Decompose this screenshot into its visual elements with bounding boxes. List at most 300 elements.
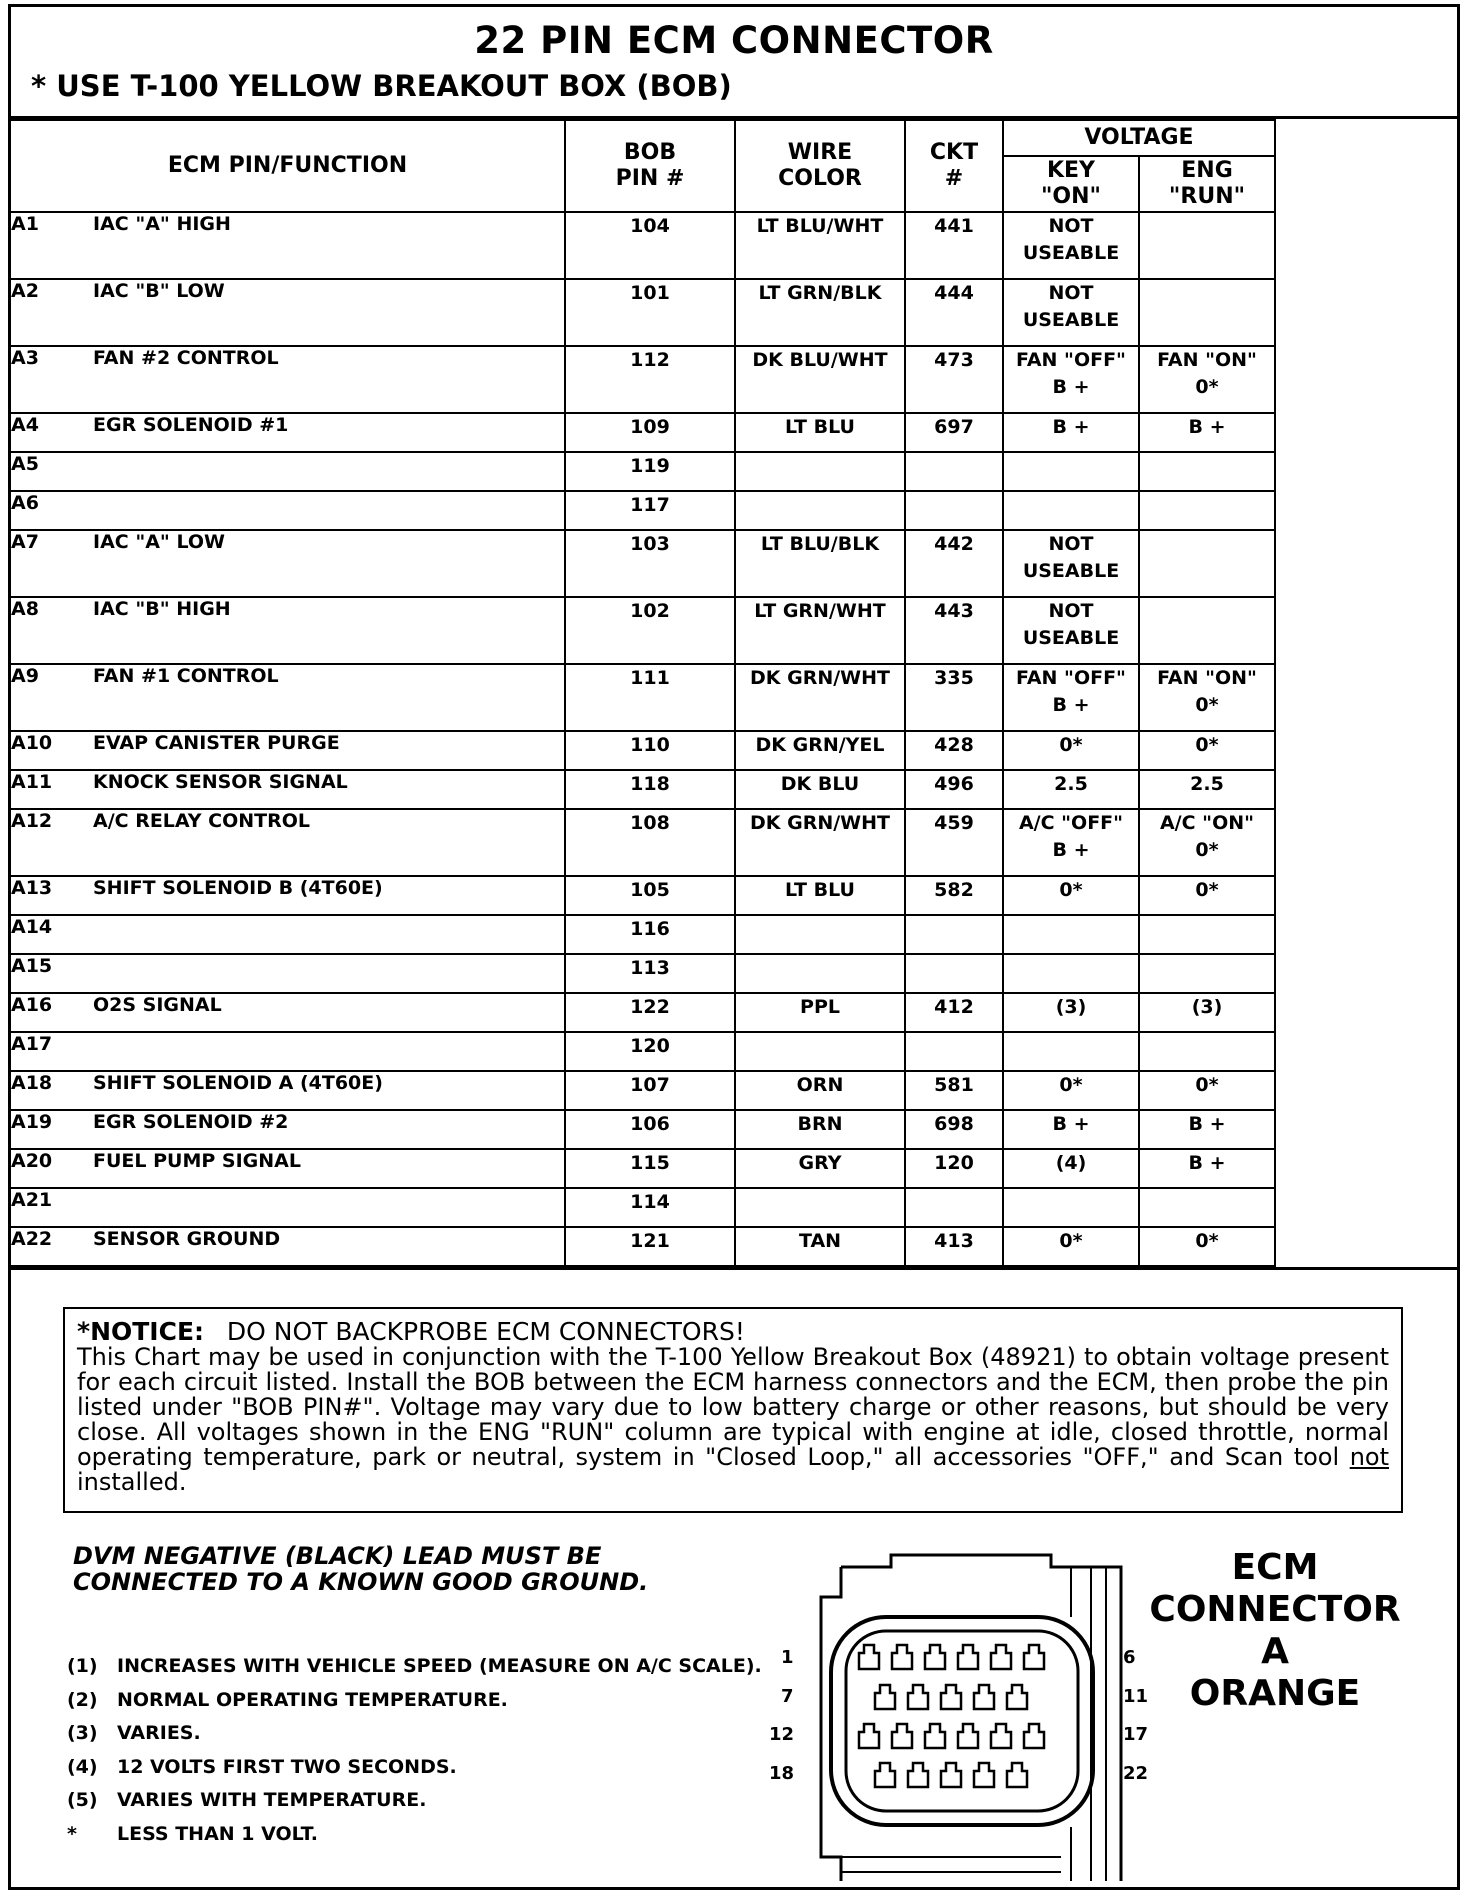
bob-pin: 116 [565,915,735,954]
voltage-key-on [1003,954,1139,993]
connector-pin [859,1645,879,1669]
blank-cell [1275,1032,1457,1071]
pin-number: A4 [11,413,93,452]
pin-function [93,1032,565,1071]
pin-number: A19 [11,1110,93,1149]
header-eng-run: ENG "RUN" [1139,156,1275,212]
pin-number: A17 [11,1032,93,1071]
connector-pin [1024,1645,1044,1669]
pin-function: EGR SOLENOID #2 [93,1110,565,1149]
footnote-text: 12 VOLTS FIRST TWO SECONDS. [117,1755,457,1778]
connector-title-line-3: ORANGE [1189,1673,1361,1714]
voltage-key-on [1003,1032,1139,1071]
footnote [67,1722,201,1744]
circuit-number: 412 [905,993,1003,1032]
bob-pin: 112 [565,346,735,413]
wire-color: DK GRN/WHT [735,809,905,876]
header-bob-pin: BOB PIN # [565,120,735,212]
wire-color: LT BLU [735,413,905,452]
notice-body-end: installed. [77,1468,187,1496]
pin-function [93,1188,565,1227]
bob-pin: 121 [565,1227,735,1266]
connector-title [1135,1547,1415,1715]
section-divider [11,1267,1457,1270]
voltage-value: (3) [1191,996,1223,1018]
voltage-eng-run [1139,954,1275,993]
voltage-eng-run [1139,413,1275,452]
circuit-number: 335 [905,664,1003,731]
circuit-number: 441 [905,212,1003,279]
pin-function: IAC "A" LOW [93,530,565,597]
circuit-number [905,1188,1003,1227]
voltage-eng-run [1139,279,1275,346]
connector-pin [892,1724,912,1748]
bob-pin: 113 [565,954,735,993]
pin-number: A18 [11,1071,93,1110]
bob-pin: 107 [565,1071,735,1110]
footnote [67,1689,508,1711]
connector-pin-label-left: 12 [769,1724,795,1745]
header-pin-function: ECM PIN/FUNCTION [11,120,565,212]
circuit-number [905,1032,1003,1071]
circuit-number: 442 [905,530,1003,597]
voltage-value: 0* [1195,1074,1219,1096]
pin-table [11,119,1457,1267]
wire-color: BRN [735,1110,905,1149]
pin-function [93,915,565,954]
voltage-key-on [1003,491,1139,530]
voltage-eng-run [1139,1071,1275,1110]
voltage-key-on [1003,413,1139,452]
dvm-note-line-2: CONNECTED TO A KNOWN GOOD GROUND. [73,1568,649,1596]
table-row [11,212,1457,279]
wire-color [735,452,905,491]
blank-cell [1275,413,1457,452]
circuit-number [905,452,1003,491]
voltage-key-on [1003,731,1139,770]
wire-color: DK BLU/WHT [735,346,905,413]
blank-cell [1275,1110,1457,1149]
voltage-value: 0* [1059,734,1083,756]
voltage-eng-run [1139,530,1275,597]
blank-cell [1275,954,1457,993]
voltage-eng-run [1139,1110,1275,1149]
voltage-value: B + [1188,1113,1226,1135]
wire-color: GRY [735,1149,905,1188]
footnote [67,1756,457,1778]
bob-pin: 114 [565,1188,735,1227]
connector-pin-label-left: 18 [769,1763,795,1784]
header-wire-color: WIRE COLOR [735,120,905,212]
pin-number: A15 [11,954,93,993]
voltage-value: FAN "ON" [1157,667,1257,689]
circuit-number: 120 [905,1149,1003,1188]
table-row [11,413,1457,452]
pin-function: FAN #2 CONTROL [93,346,565,413]
bob-pin: 120 [565,1032,735,1071]
connector-pin [925,1645,945,1669]
blank-cell [1275,915,1457,954]
footnote-text: NORMAL OPERATING TEMPERATURE. [117,1688,508,1711]
voltage-key-on [1003,1188,1139,1227]
table-row [11,915,1457,954]
voltage-value-line-2: 0* [1195,376,1219,398]
connector-title-line-2: CONNECTOR A [1149,1589,1401,1672]
blank-cell [1275,1188,1457,1227]
table-row [11,1227,1457,1266]
pin-number: A1 [11,212,93,279]
pin-number: A2 [11,279,93,346]
voltage-value-line-2: B + [1052,839,1090,861]
connector-pin [958,1645,978,1669]
bob-pin: 105 [565,876,735,915]
pin-number: A16 [11,993,93,1032]
wire-color [735,491,905,530]
voltage-value: NOT [1048,600,1094,622]
connector-pin [958,1724,978,1748]
connector-pin-label-right: 6 [1123,1647,1136,1668]
voltage-eng-run [1139,731,1275,770]
bob-pin: 119 [565,452,735,491]
wire-color: LT GRN/BLK [735,279,905,346]
blank-cell [1275,664,1457,731]
wire-color: PPL [735,993,905,1032]
wire-color: DK GRN/WHT [735,664,905,731]
voltage-eng-run [1139,1188,1275,1227]
voltage-value: (3) [1055,996,1087,1018]
bob-pin: 115 [565,1149,735,1188]
pin-number: A14 [11,915,93,954]
notice-not: not [1349,1443,1389,1471]
table-row [11,1110,1457,1149]
pin-number: A10 [11,731,93,770]
page-subtitle: * USE T-100 YELLOW BREAKOUT BOX (BOB) [31,69,732,103]
blank-cell [1275,530,1457,597]
table-row [11,530,1457,597]
wire-color: DK GRN/YEL [735,731,905,770]
header-key-on: KEY "ON" [1003,156,1139,212]
blank-cell [1275,731,1457,770]
pin-function: IAC "B" HIGH [93,597,565,664]
voltage-value: B + [1188,1152,1226,1174]
footnote [67,1789,426,1811]
footnote-text: VARIES. [117,1722,201,1744]
wire-color [735,1032,905,1071]
header-voltage: VOLTAGE [1003,120,1275,156]
footnote-text: INCREASES WITH VEHICLE SPEED (MEASURE ON A/C SCALE). [117,1655,762,1677]
blank-cell [1275,1227,1457,1266]
voltage-eng-run [1139,1227,1275,1266]
voltage-key-on [1003,452,1139,491]
connector-pin [974,1763,994,1787]
footnote-key: (1) [67,1655,98,1677]
voltage-value: NOT [1048,215,1094,237]
table-row [11,452,1457,491]
voltage-key-on [1003,212,1139,279]
voltage-value-line-2: USEABLE [1022,242,1120,264]
pin-number: A12 [11,809,93,876]
wire-color: DK BLU [735,770,905,809]
circuit-number: 428 [905,731,1003,770]
voltage-eng-run [1139,770,1275,809]
bob-pin: 110 [565,731,735,770]
bob-pin: 122 [565,993,735,1032]
voltage-eng-run [1139,597,1275,664]
pin-number: A21 [11,1188,93,1227]
voltage-eng-run [1139,491,1275,530]
bob-pin: 109 [565,413,735,452]
header-box [11,7,1457,119]
circuit-number: 444 [905,279,1003,346]
voltage-value: 0* [1059,879,1083,901]
pin-function: O2S SIGNAL [93,993,565,1032]
table-row [11,1149,1457,1188]
pin-number: A11 [11,770,93,809]
voltage-value-line-2: USEABLE [1022,627,1120,649]
voltage-key-on [1003,346,1139,413]
footnote-text: LESS THAN 1 VOLT. [117,1822,318,1845]
dvm-note-line-1: DVM NEGATIVE (BLACK) LEAD MUST BE [73,1542,602,1570]
table-row [11,491,1457,530]
connector-chart-sheet [8,4,1460,1890]
blank-cell [1275,1149,1457,1188]
pin-function: A/C RELAY CONTROL [93,809,565,876]
wire-color: TAN [735,1227,905,1266]
circuit-number [905,915,1003,954]
connector-pin [991,1645,1011,1669]
voltage-value: 2.5 [1054,773,1088,795]
blank-cell [1275,1071,1457,1110]
blank-cell [1275,279,1457,346]
connector-pin [941,1685,961,1709]
voltage-value: A/C "ON" [1159,812,1255,834]
voltage-value: NOT [1048,282,1094,304]
page-title: 22 PIN ECM CONNECTOR [474,19,994,62]
table-row [11,731,1457,770]
bob-pin: 101 [565,279,735,346]
bob-pin: 108 [565,809,735,876]
voltage-eng-run [1139,1032,1275,1071]
table-row [11,1032,1457,1071]
voltage-value: 0* [1195,879,1219,901]
blank-cell [1275,770,1457,809]
circuit-number: 443 [905,597,1003,664]
wire-color [735,1188,905,1227]
pin-function [93,954,565,993]
connector-pin [1007,1685,1027,1709]
pin-number: A22 [11,1227,93,1266]
footnote-text: VARIES WITH TEMPERATURE. [117,1789,427,1811]
pin-function: IAC "B" LOW [93,279,565,346]
voltage-value-line-2: B + [1052,376,1090,398]
pin-number: A8 [11,597,93,664]
voltage-key-on [1003,664,1139,731]
connector-pin [1024,1724,1044,1748]
voltage-eng-run [1139,915,1275,954]
pin-function: FAN #1 CONTROL [93,664,565,731]
connector-pin-label-right: 11 [1123,1686,1149,1707]
voltage-value-line-2: USEABLE [1022,309,1120,331]
wire-color: LT BLU [735,876,905,915]
voltage-value: 0* [1195,1230,1219,1252]
blank-cell [1275,491,1457,530]
pin-function: SHIFT SOLENOID A (4T60E) [93,1071,565,1110]
pin-number: A7 [11,530,93,597]
voltage-eng-run [1139,876,1275,915]
circuit-number: 473 [905,346,1003,413]
notice-box [63,1307,1403,1513]
table-row [11,346,1457,413]
pin-function: FUEL PUMP SIGNAL [93,1149,565,1188]
wire-color: LT GRN/WHT [735,597,905,664]
voltage-key-on [1003,1071,1139,1110]
blank-cell [1275,876,1457,915]
bob-pin: 111 [565,664,735,731]
pin-number: A9 [11,664,93,731]
wire-color: LT BLU/BLK [735,530,905,597]
circuit-number: 413 [905,1227,1003,1266]
table-row [11,876,1457,915]
connector-pin-label-right: 17 [1123,1724,1149,1745]
voltage-eng-run [1139,993,1275,1032]
pin-function [93,491,565,530]
connector-pin [875,1685,895,1709]
voltage-key-on [1003,1110,1139,1149]
voltage-value: FAN "ON" [1157,349,1257,371]
connector-pin-label-right: 22 [1123,1763,1149,1784]
voltage-eng-run [1139,346,1275,413]
footnote [67,1655,762,1677]
voltage-key-on [1003,993,1139,1032]
pin-number: A20 [11,1149,93,1188]
voltage-eng-run [1139,809,1275,876]
voltage-key-on [1003,809,1139,876]
connector-pin-label-left: 7 [781,1686,794,1707]
pin-function: SHIFT SOLENOID B (4T60E) [93,876,565,915]
voltage-key-on [1003,530,1139,597]
voltage-value: FAN "OFF" [1016,667,1126,689]
voltage-value: (4) [1055,1152,1087,1174]
voltage-value-line-2: USEABLE [1022,560,1120,582]
voltage-value: 0* [1195,734,1219,756]
table-row [11,770,1457,809]
connector-pin [974,1685,994,1709]
voltage-eng-run [1139,212,1275,279]
blank-cell [1275,212,1457,279]
connector-pin [941,1763,961,1787]
table-row [11,664,1457,731]
circuit-number: 698 [905,1110,1003,1149]
bob-pin: 103 [565,530,735,597]
voltage-key-on [1003,876,1139,915]
table-row [11,809,1457,876]
pin-number: A3 [11,346,93,413]
connector-pin [908,1763,928,1787]
table-row [11,954,1457,993]
header-ckt: CKT # [905,120,1003,212]
connector-pin [859,1724,879,1748]
bob-pin: 106 [565,1110,735,1149]
pin-number: A13 [11,876,93,915]
voltage-key-on [1003,597,1139,664]
table-row [11,1188,1457,1227]
wire-color [735,954,905,993]
dvm-note [73,1543,693,1595]
notice-heading: DO NOT BACKPROBE ECM CONNECTORS! [226,1317,745,1346]
footnote-key: (4) [67,1755,98,1778]
circuit-number: 697 [905,413,1003,452]
circuit-number [905,491,1003,530]
bob-pin: 104 [565,212,735,279]
table-row [11,597,1457,664]
connector-title-line-1: ECM [1231,1547,1319,1588]
blank-cell [1275,346,1457,413]
footnote [67,1823,318,1845]
pin-function [93,452,565,491]
pin-number: A6 [11,491,93,530]
voltage-eng-run [1139,452,1275,491]
footnote-key: (2) [67,1688,98,1711]
voltage-value: B + [1188,416,1226,438]
voltage-value: 0* [1059,1074,1083,1096]
blank-cell [1275,597,1457,664]
connector-pin-label-left: 1 [781,1647,794,1668]
connector-pin [1007,1763,1027,1787]
blank-cell [1275,452,1457,491]
connector-pin [892,1645,912,1669]
voltage-value: 2.5 [1190,773,1224,795]
blank-cell [1275,809,1457,876]
voltage-key-on [1003,915,1139,954]
voltage-value: 0* [1059,1230,1083,1252]
wire-color [735,915,905,954]
footnote-key: (5) [67,1789,98,1811]
blank-header [1275,120,1457,212]
pin-function: SENSOR GROUND [93,1227,565,1266]
voltage-value: A/C "OFF" [1018,812,1124,834]
voltage-value: NOT [1048,533,1094,555]
notice-title: *NOTICE: [77,1317,205,1346]
voltage-key-on [1003,279,1139,346]
footnote-key: (3) [67,1722,98,1744]
voltage-key-on [1003,770,1139,809]
circuit-number: 496 [905,770,1003,809]
pin-function: EGR SOLENOID #1 [93,413,565,452]
connector-pin [991,1724,1011,1748]
pin-function: KNOCK SENSOR SIGNAL [93,770,565,809]
wire-color: LT BLU/WHT [735,212,905,279]
connector-pin [925,1724,945,1748]
voltage-key-on [1003,1227,1139,1266]
table-row [11,993,1457,1032]
table-row [11,279,1457,346]
connector-pin [875,1763,895,1787]
notice-body: This Chart may be used in conjunction with the T-100 Yellow Breakout Box (48921) to obtain voltage present for each circuit listed. Install the BOB between the ECM harness connectors and the ECM, then probe the pin listed under "BOB PIN#". Voltage may vary due to low battery charge or other reasons, but should be very close. All voltages shown in the ENG "RUN" column are typical with engine at idle, closed throttle, normal operating temperature, park or neutral, system in "Closed Loop," all accessories "OFF," and Scan tool [77,1343,1389,1471]
circuit-number [905,954,1003,993]
connector-diagram [761,1547,1141,1881]
voltage-value: FAN "OFF" [1016,349,1126,371]
circuit-number: 581 [905,1071,1003,1110]
bob-pin: 118 [565,770,735,809]
pin-function: EVAP CANISTER PURGE [93,731,565,770]
footnote-key: * [67,1822,77,1845]
bob-pin: 117 [565,491,735,530]
voltage-eng-run [1139,664,1275,731]
circuit-number: 459 [905,809,1003,876]
blank-cell [1275,993,1457,1032]
voltage-value: B + [1052,1113,1090,1135]
voltage-value-line-2: 0* [1195,694,1219,716]
